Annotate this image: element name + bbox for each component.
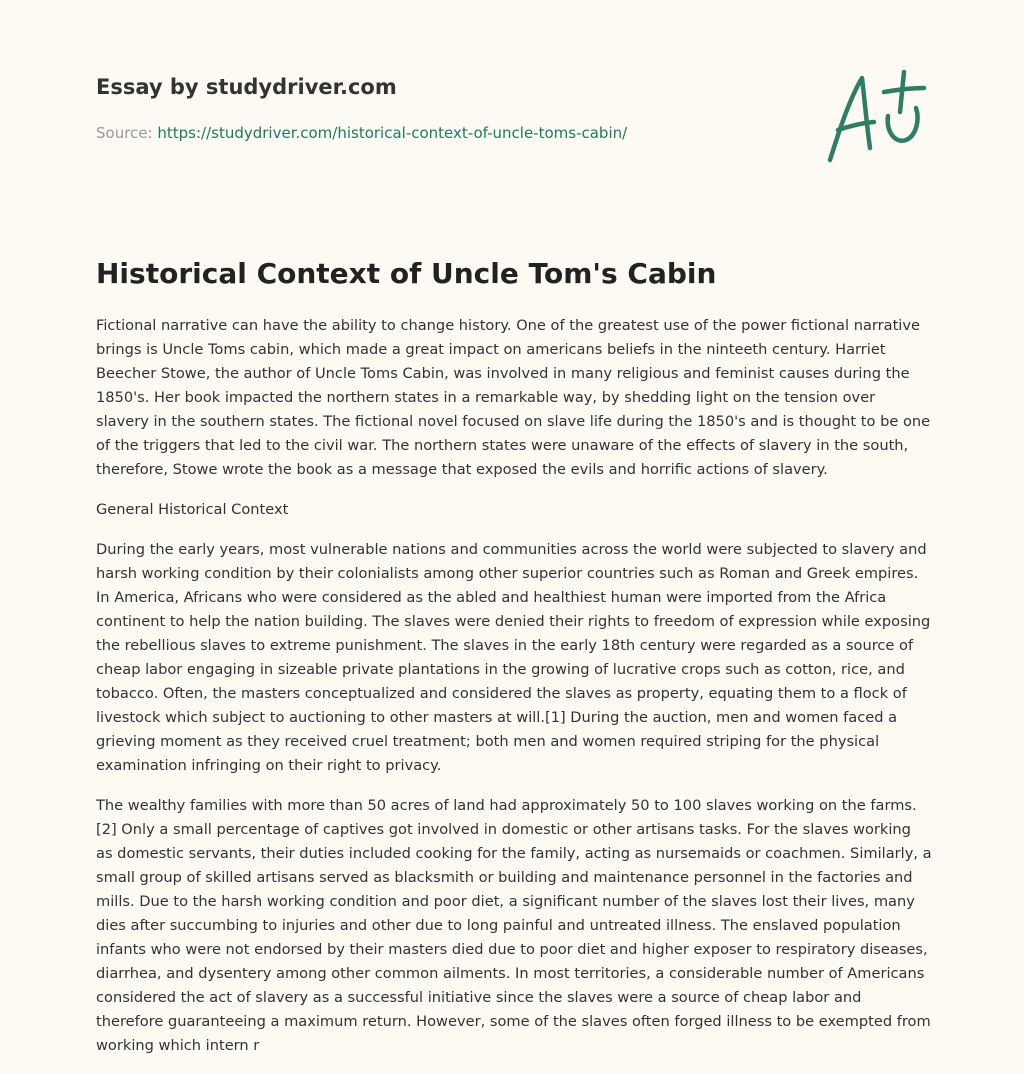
- page-title: Historical Context of Uncle Tom's Cabin: [96, 257, 717, 290]
- essay-body: [96, 314, 932, 1074]
- source-label: Source:: [96, 124, 153, 142]
- source-link[interactable]: https://studydriver.com/historical-context-of-uncle-toms-cabin/: [157, 124, 628, 142]
- paragraph-intro: Fictional narrative can have the ability to change history. One of the greatest use of the power fictional narrative brings is Uncle Toms cabin, which made a great impact on americans beliefs in the ninteeth century. Harriet Beecher Stowe, the author of Uncle Toms Cabin, was involved in many religious and feminist causes during the 1850's. Her book impacted the northern states in a remarkable way, by shedding light on the tension over slavery in the southern states. The fictional novel focused on slave life during the 1850's and is thought to be one of the triggers that led to the civil war. The northern states were unaware of the effects of slavery in the south, therefore, Stowe wrote the book as a message that exposed the evils and horrific actions of slavery.: [96, 317, 931, 478]
- a-plus-logo-icon: [820, 68, 930, 168]
- essay-by-heading: Essay by studydriver.com: [96, 75, 397, 99]
- essay-header: [96, 75, 928, 195]
- section-heading-general-historical-context: General Historical Context: [96, 501, 289, 518]
- paragraph-wealthy-families: The wealthy families with more than 50 acres of land had approximately 50 to 100 slaves working on the farms.[2] Only a small percentage of captives got involved in domestic or other artisans tasks. For the slaves working as domestic servants, their duties included cooking for the family, acting as nursemaids or coachmen. Similarly, a small group of skilled artisans served as blacksmith or building and maintenance personnel in the factories and mills. Due to the harsh working condition and poor diet, a significant number of the slaves lost their lives, many dies after succumbing to injuries and other due to long painful and untreated illness. The enslaved population infants who were not endorsed by their masters died due to poor diet and higher exposer to respiratory diseases, diarrhea, and dysentery among other common ailments. In most territories, a considerable number of Americans considered the act of slavery as a successful initiative since the slaves were a source of cheap labor and therefore guaranteeing a maximum return. However, some of the slaves often forged illness to be exempted from working which intern r: [96, 797, 932, 1054]
- a-plus-logo-graphic: [820, 68, 930, 168]
- paragraph-early-slavery: During the early years, most vulnerable nations and communities across the world were subjected to slavery and harsh working condition by their colonialists among other superior countries such as Roman and Greek empires. In America, Africans who were considered as the abled and healthiest human were imported from the Africa continent to help the nation building. The slaves were denied their rights to freedom of expression while exposing the rebellious slaves to extreme punishment. The slaves in the early 18th century were regarded as a source of cheap labor engaging in sizeable private plantations in the growing of lucrative crops such as cotton, rice, and tobacco. Often, the masters conceptualized and considered the slaves as property, equating them to a flock of livestock which subject to auctioning to other masters at will.[1] During the auction, men and women faced a grieving moment as they received cruel treatment; both men and women required striping for the physical examination infringing on their right to privacy.: [96, 541, 931, 774]
- source-line: [96, 124, 627, 142]
